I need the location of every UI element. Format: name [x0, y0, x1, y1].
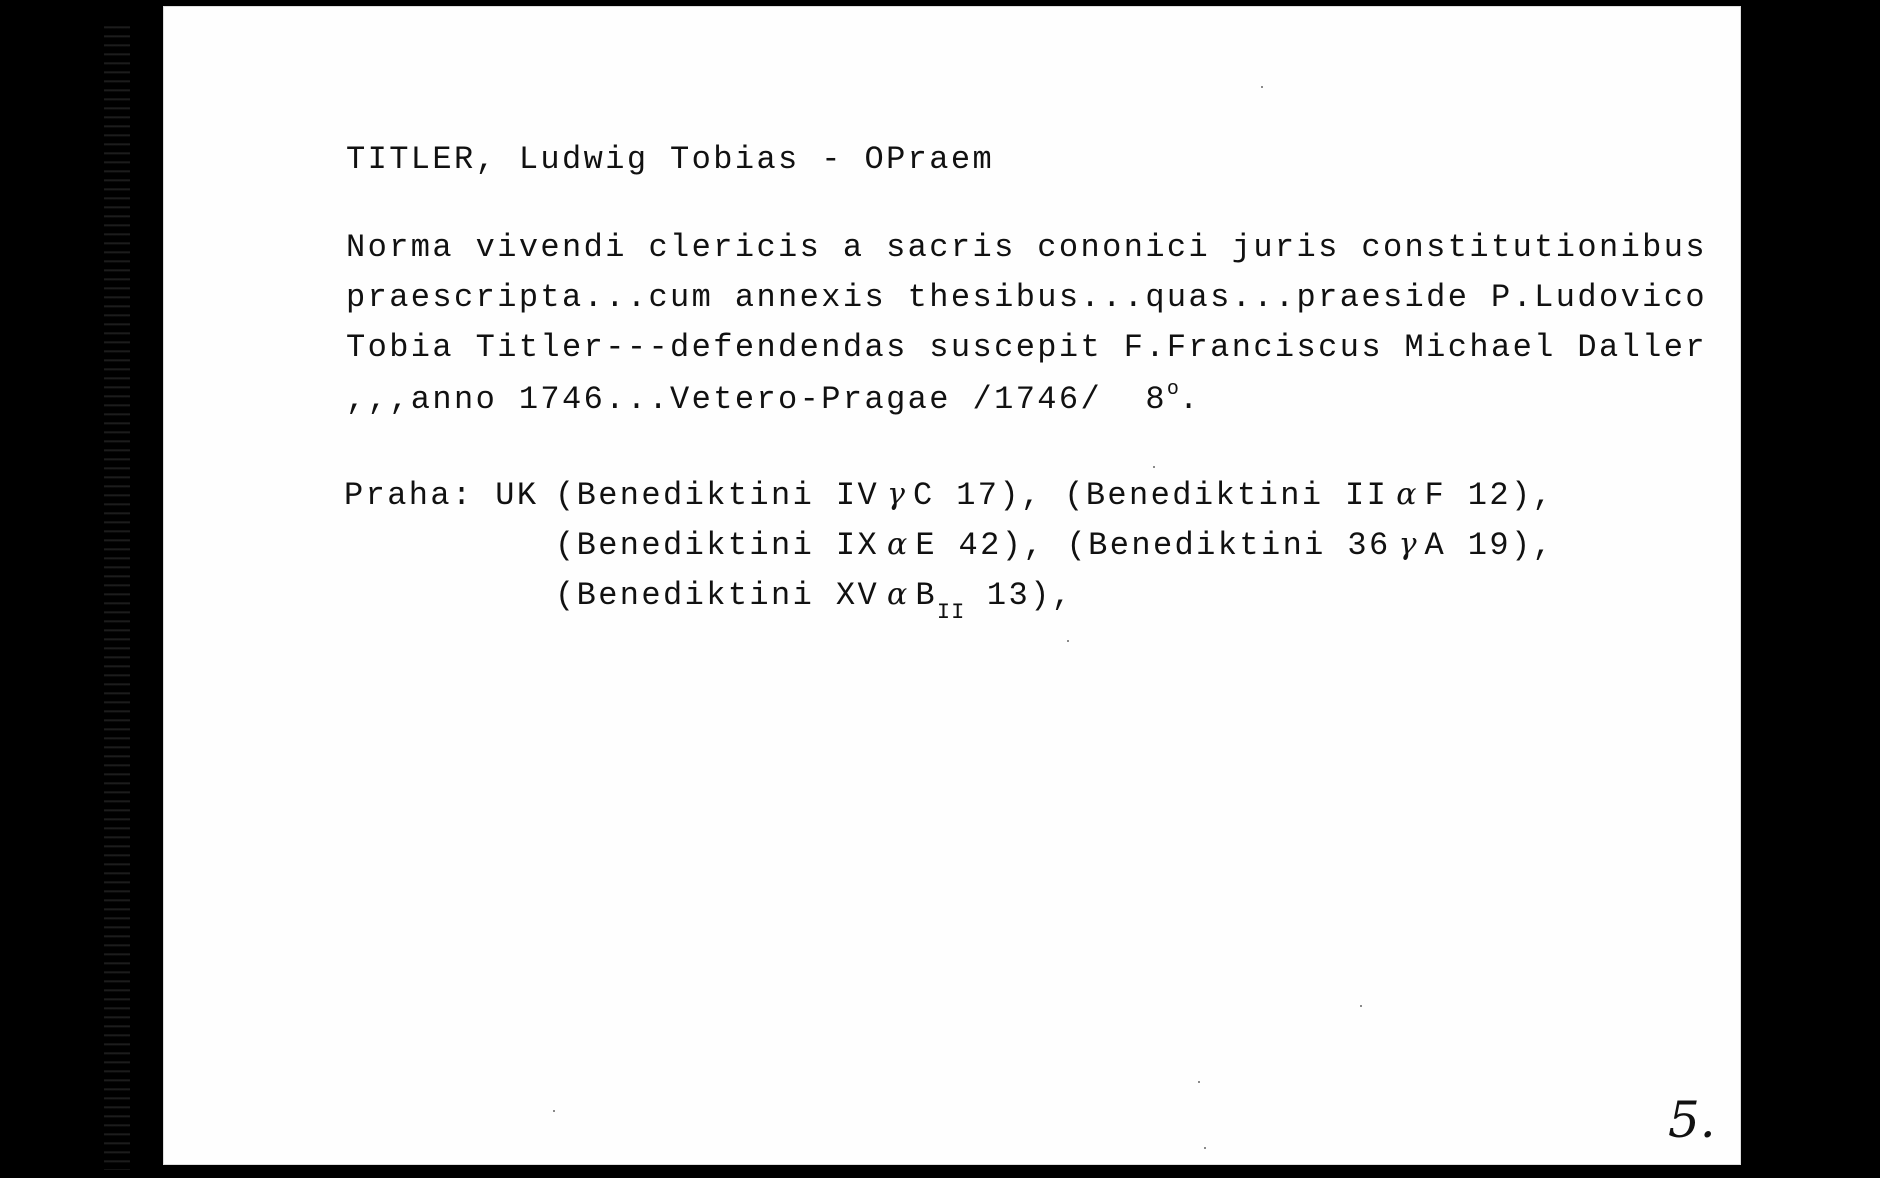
holdings-line-1 — [555, 477, 1555, 514]
shelfmark-text: E 42), — [915, 527, 1045, 564]
imprint-text: ,,,anno 1746...Vetero-Pragae /1746/ 8 — [346, 381, 1167, 418]
shelf-subscript: II — [936, 600, 966, 625]
paper-speck — [553, 1110, 555, 1112]
catalog-card — [163, 6, 1741, 1165]
imprint-line — [346, 380, 1201, 416]
paper-speck — [1204, 1147, 1206, 1149]
alpha-sign: α — [887, 527, 908, 562]
paper-speck — [1360, 1005, 1362, 1007]
film-edge — [104, 20, 130, 1170]
format-degree: o — [1166, 378, 1179, 401]
card-heading: TITLER, Ludwig Tobias - OPraem — [346, 141, 995, 178]
shelfmark-text: (Benediktini II — [1064, 477, 1389, 514]
title-line-2: praescripta...cum annexis thesibus...quas...praeside P.Ludovico — [346, 279, 1707, 316]
title-line-3: Tobia Titler---defendendas suscepit F.Franciscus Michael Daller — [346, 329, 1707, 366]
shelfmark-text: (Benediktini IX — [555, 527, 880, 564]
holdings-line-2 — [555, 527, 1555, 564]
shelfmark-text: F 12), — [1424, 477, 1555, 514]
shelfmark-text: C 17), — [912, 477, 1043, 514]
imprint-end: . — [1178, 381, 1201, 418]
alpha-sign: α — [887, 577, 908, 612]
title-line-1: Norma vivendi clericis a sacris cononici juris constitutionibus — [346, 229, 1707, 266]
gamma-sign: γ — [887, 477, 905, 512]
shelfmark-text: (Benediktini IV — [555, 477, 880, 514]
holdings-line-3 — [555, 577, 1074, 625]
paper-speck — [1261, 86, 1263, 88]
shelfmark-text: B — [915, 577, 937, 614]
gamma-sign: γ — [1398, 527, 1417, 562]
shelfmark-text: 13), — [965, 577, 1074, 614]
paper-speck — [1198, 1081, 1200, 1083]
shelfmark-text: (Benediktini XV — [555, 577, 880, 614]
shelfmark-text: A 19), — [1424, 527, 1555, 564]
paper-speck — [1153, 466, 1155, 468]
paper-speck — [1067, 640, 1069, 642]
page-number: 5. — [1668, 1091, 1716, 1149]
alpha-sign: α — [1396, 477, 1417, 512]
shelfmark-text: (Benediktini 36 — [1066, 527, 1391, 564]
holdings-location: Praha: UK — [344, 477, 539, 514]
